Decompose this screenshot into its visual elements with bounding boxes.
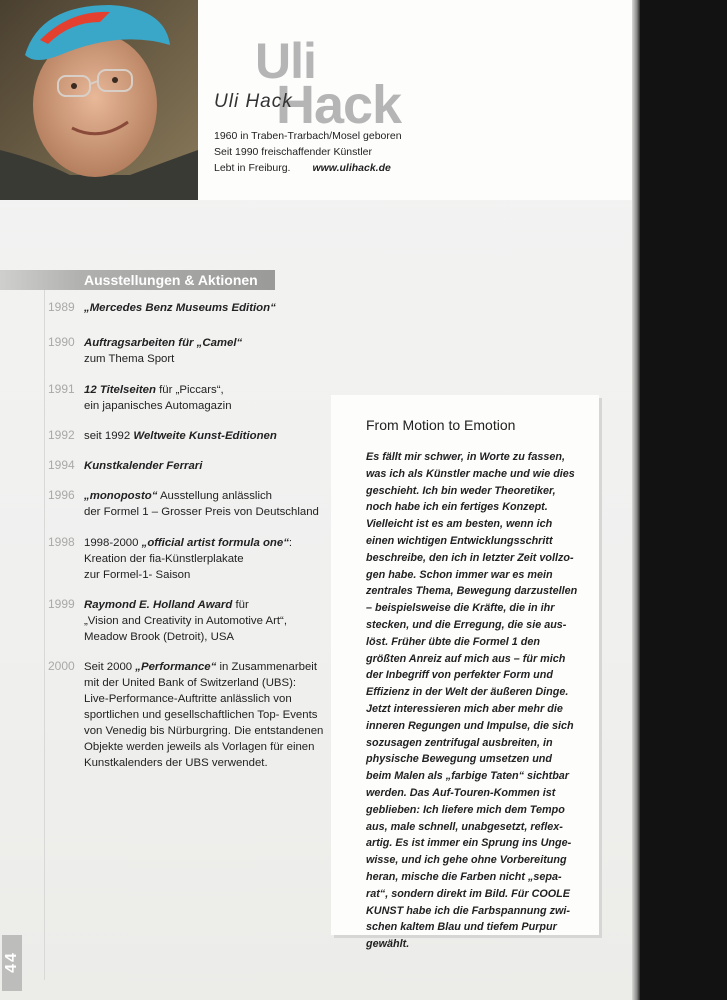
statement-line: rat“, sondern direkt im Bild. Für COOLE [366, 887, 570, 900]
statement-line: heran, mische die Farben nicht „sepa- [366, 870, 562, 883]
entry-highlight: „Performance“ [135, 661, 217, 673]
entry-highlight: Raymond E. Holland Award [84, 599, 233, 611]
statement-line: Vielleicht ist es am besten, wenn ich [366, 518, 553, 531]
entry-line [84, 659, 334, 675]
entry-segment: mit der United Bank of Switzerland (UBS): [84, 677, 297, 689]
entry-line [84, 428, 334, 444]
entry-line [84, 707, 334, 723]
statement-line: schen kaltem Blau und tiefem Purpur [366, 921, 557, 934]
statement-line: geschieht. Ich bin weder Theoretiker, [366, 484, 556, 497]
name-last-large: Hack [276, 75, 402, 135]
entry-segment: Kunstkalenders der UBS verwendet. [84, 757, 268, 769]
statement-line: einen wichtigen Entwicklungsschritt [366, 534, 553, 547]
entry-line [84, 567, 334, 583]
page-number-tab [2, 935, 22, 991]
entry-line [84, 755, 334, 771]
statement-line: löst. Früher übte die Formel 1 den [366, 635, 540, 648]
entry-segment: in Zusammenarbeit [216, 661, 317, 673]
bio-line: Seit 1990 freischaffender Künstler [214, 146, 372, 158]
statement-title: From Motion to Emotion [366, 417, 516, 433]
entry-line [84, 398, 334, 414]
statement-line: beim Malen als „farbige Taten“ sichtbar [366, 770, 569, 783]
statement-line: aus, male schnell, unabgesetzt, reflex- [366, 820, 563, 833]
statement-line: noch habe ich ein fertiges Konzept. [366, 501, 548, 514]
statement-line: zentrales Thema, Bewegung darzustellen [366, 585, 578, 598]
entry-year: 1989 [48, 300, 75, 314]
entry-line [84, 613, 334, 629]
timeline-divider [44, 290, 45, 980]
website-link[interactable]: www.ulihack.de [312, 162, 391, 174]
entry-highlight: „Mercedes Benz Museums Edition“ [84, 302, 276, 314]
page-number: 44 [3, 951, 20, 973]
statement-line: inneren Regungen und Impulse, die sich [366, 719, 574, 732]
name-first-large: Uli [255, 33, 316, 89]
entry-segment: Seit 2000 [84, 661, 136, 673]
entry-line [84, 300, 334, 316]
page-edge [632, 0, 640, 1000]
artist-portrait [0, 0, 198, 200]
statement-line: – beispielsweise die Kräfte, die in ihr [366, 602, 555, 615]
artist-name: Uli Hack [214, 91, 293, 112]
statement-line: werden. Das Auf-Touren-Kommen ist [366, 786, 556, 799]
entry-highlight: „official artist formula one“ [141, 537, 289, 549]
entry-segment: Kreation der fia-Künstlerplakate [84, 553, 244, 565]
statement-line: Effizienz in der Welt der äußeren Dinge. [366, 686, 569, 699]
entry-year: 1998 [48, 535, 75, 549]
entry-year: 1999 [48, 597, 75, 611]
entry-line [84, 739, 334, 755]
entry-line [84, 504, 334, 520]
entry-year: 1990 [48, 335, 75, 349]
statement-box [331, 395, 599, 951]
section-title: Ausstellungen & Aktionen [84, 272, 258, 288]
entry-text [84, 300, 334, 316]
entry-segment: ein japanisches Automagazin [84, 400, 232, 412]
statement-line: größten Anreiz auf mich aus – für mich [366, 652, 566, 665]
entry-year: 2000 [48, 659, 75, 673]
entry-year: 1991 [48, 382, 75, 396]
entry-line [84, 458, 334, 474]
statement-line: der Inbegriff von perfekter Form und [366, 669, 553, 682]
statement-line: was ich als Künstler mache und wie dies [366, 467, 575, 480]
statement-line: artig. Es ist immer ein Sprung ins Unge- [366, 837, 572, 850]
entry-segment: sportlichen und gesellschaftlichen Top- Events [84, 709, 318, 721]
entry-text [84, 535, 334, 583]
statement-line: gewählt. [366, 938, 410, 951]
artist-bio [214, 128, 402, 176]
bio-line: Lebt in Freiburg. [214, 162, 291, 174]
entry-text [84, 335, 334, 367]
entry-line [84, 691, 334, 707]
entry-segment: : [288, 537, 293, 549]
statement-line: physische Bewegung umsetzen und [366, 753, 552, 766]
statement-line: beschreibe, den ich in letzter Zeit vollzo- [366, 551, 574, 564]
statement-line: wisse, und ich gehe ohne Vorbereitung [366, 854, 567, 867]
bio-line-residence [214, 160, 402, 176]
entry-text [84, 428, 334, 444]
statement-line: gen habe. Schon immer war es mein [366, 568, 553, 581]
entry-text [84, 488, 334, 520]
entry-highlight: Auftragsarbeiten für „Camel“ [84, 337, 243, 349]
statement-text [366, 449, 606, 953]
entry-line [84, 551, 334, 567]
entry-segment: zur Formel-1- Saison [84, 569, 191, 581]
entry-segment: „Vision and Creativity in Automotive Art“, [84, 615, 288, 627]
entry-line [84, 488, 334, 504]
entry-segment: von Venedig bis Nürburgring. Die entstandenen [84, 725, 324, 737]
entry-highlight: Weltweite Kunst-Editionen [133, 430, 277, 442]
entry-highlight: „monoposto“ [84, 490, 158, 502]
entry-line [84, 597, 334, 613]
entry-segment: Ausstellung anlässlich [157, 490, 273, 502]
entry-line [84, 535, 334, 551]
entry-segment: seit 1992 [84, 430, 134, 442]
entry-highlight: Kunstkalender Ferrari [84, 460, 203, 472]
entry-text [84, 597, 334, 645]
statement-line: Es fällt mir schwer, in Worte zu fassen, [366, 451, 566, 463]
entry-line [84, 382, 334, 398]
entry-year: 1992 [48, 428, 75, 442]
entry-year: 1994 [48, 458, 75, 472]
entry-line [84, 351, 334, 367]
entry-segment: Objekte werden jeweils als Vorlagen für einen [84, 741, 315, 753]
entry-segment: für „Piccars“, [155, 384, 224, 396]
entry-highlight: 12 Titelseiten [84, 384, 156, 396]
header [0, 0, 632, 200]
entry-segment: 1998-2000 [84, 537, 142, 549]
entry-year: 1996 [48, 488, 75, 502]
entry-text [84, 659, 334, 771]
entry-segment: der Formel 1 – Grosser Preis von Deutschland [84, 506, 319, 518]
entry-line [84, 675, 334, 691]
entry-line [84, 723, 334, 739]
entry-text [84, 458, 334, 474]
entry-segment: zum Thema Sport [84, 353, 175, 365]
entry-line [84, 335, 334, 351]
statement-line: KUNST habe ich die Farbspannung zwi- [366, 904, 570, 917]
statement-line: sozusagen zentrifugal ausbreiten, in [366, 736, 553, 749]
entry-text [84, 382, 334, 414]
entry-segment: Live-Performance-Auftritte anlässlich von [84, 693, 292, 705]
background-margin [640, 0, 727, 1000]
entry-line [84, 629, 334, 645]
entry-segment: Meadow Brook (Detroit), USA [84, 631, 235, 643]
statement-line: geblieben: Ich liefere mich dem Tempo [366, 803, 565, 816]
statement-line: Jetzt interessieren mich aber mehr die [366, 702, 563, 715]
statement-line: stecken, und die Erregung, die sie aus- [366, 618, 567, 631]
entry-segment: für [232, 599, 249, 611]
bio-line: 1960 in Traben-Trarbach/Mosel geboren [214, 130, 402, 142]
